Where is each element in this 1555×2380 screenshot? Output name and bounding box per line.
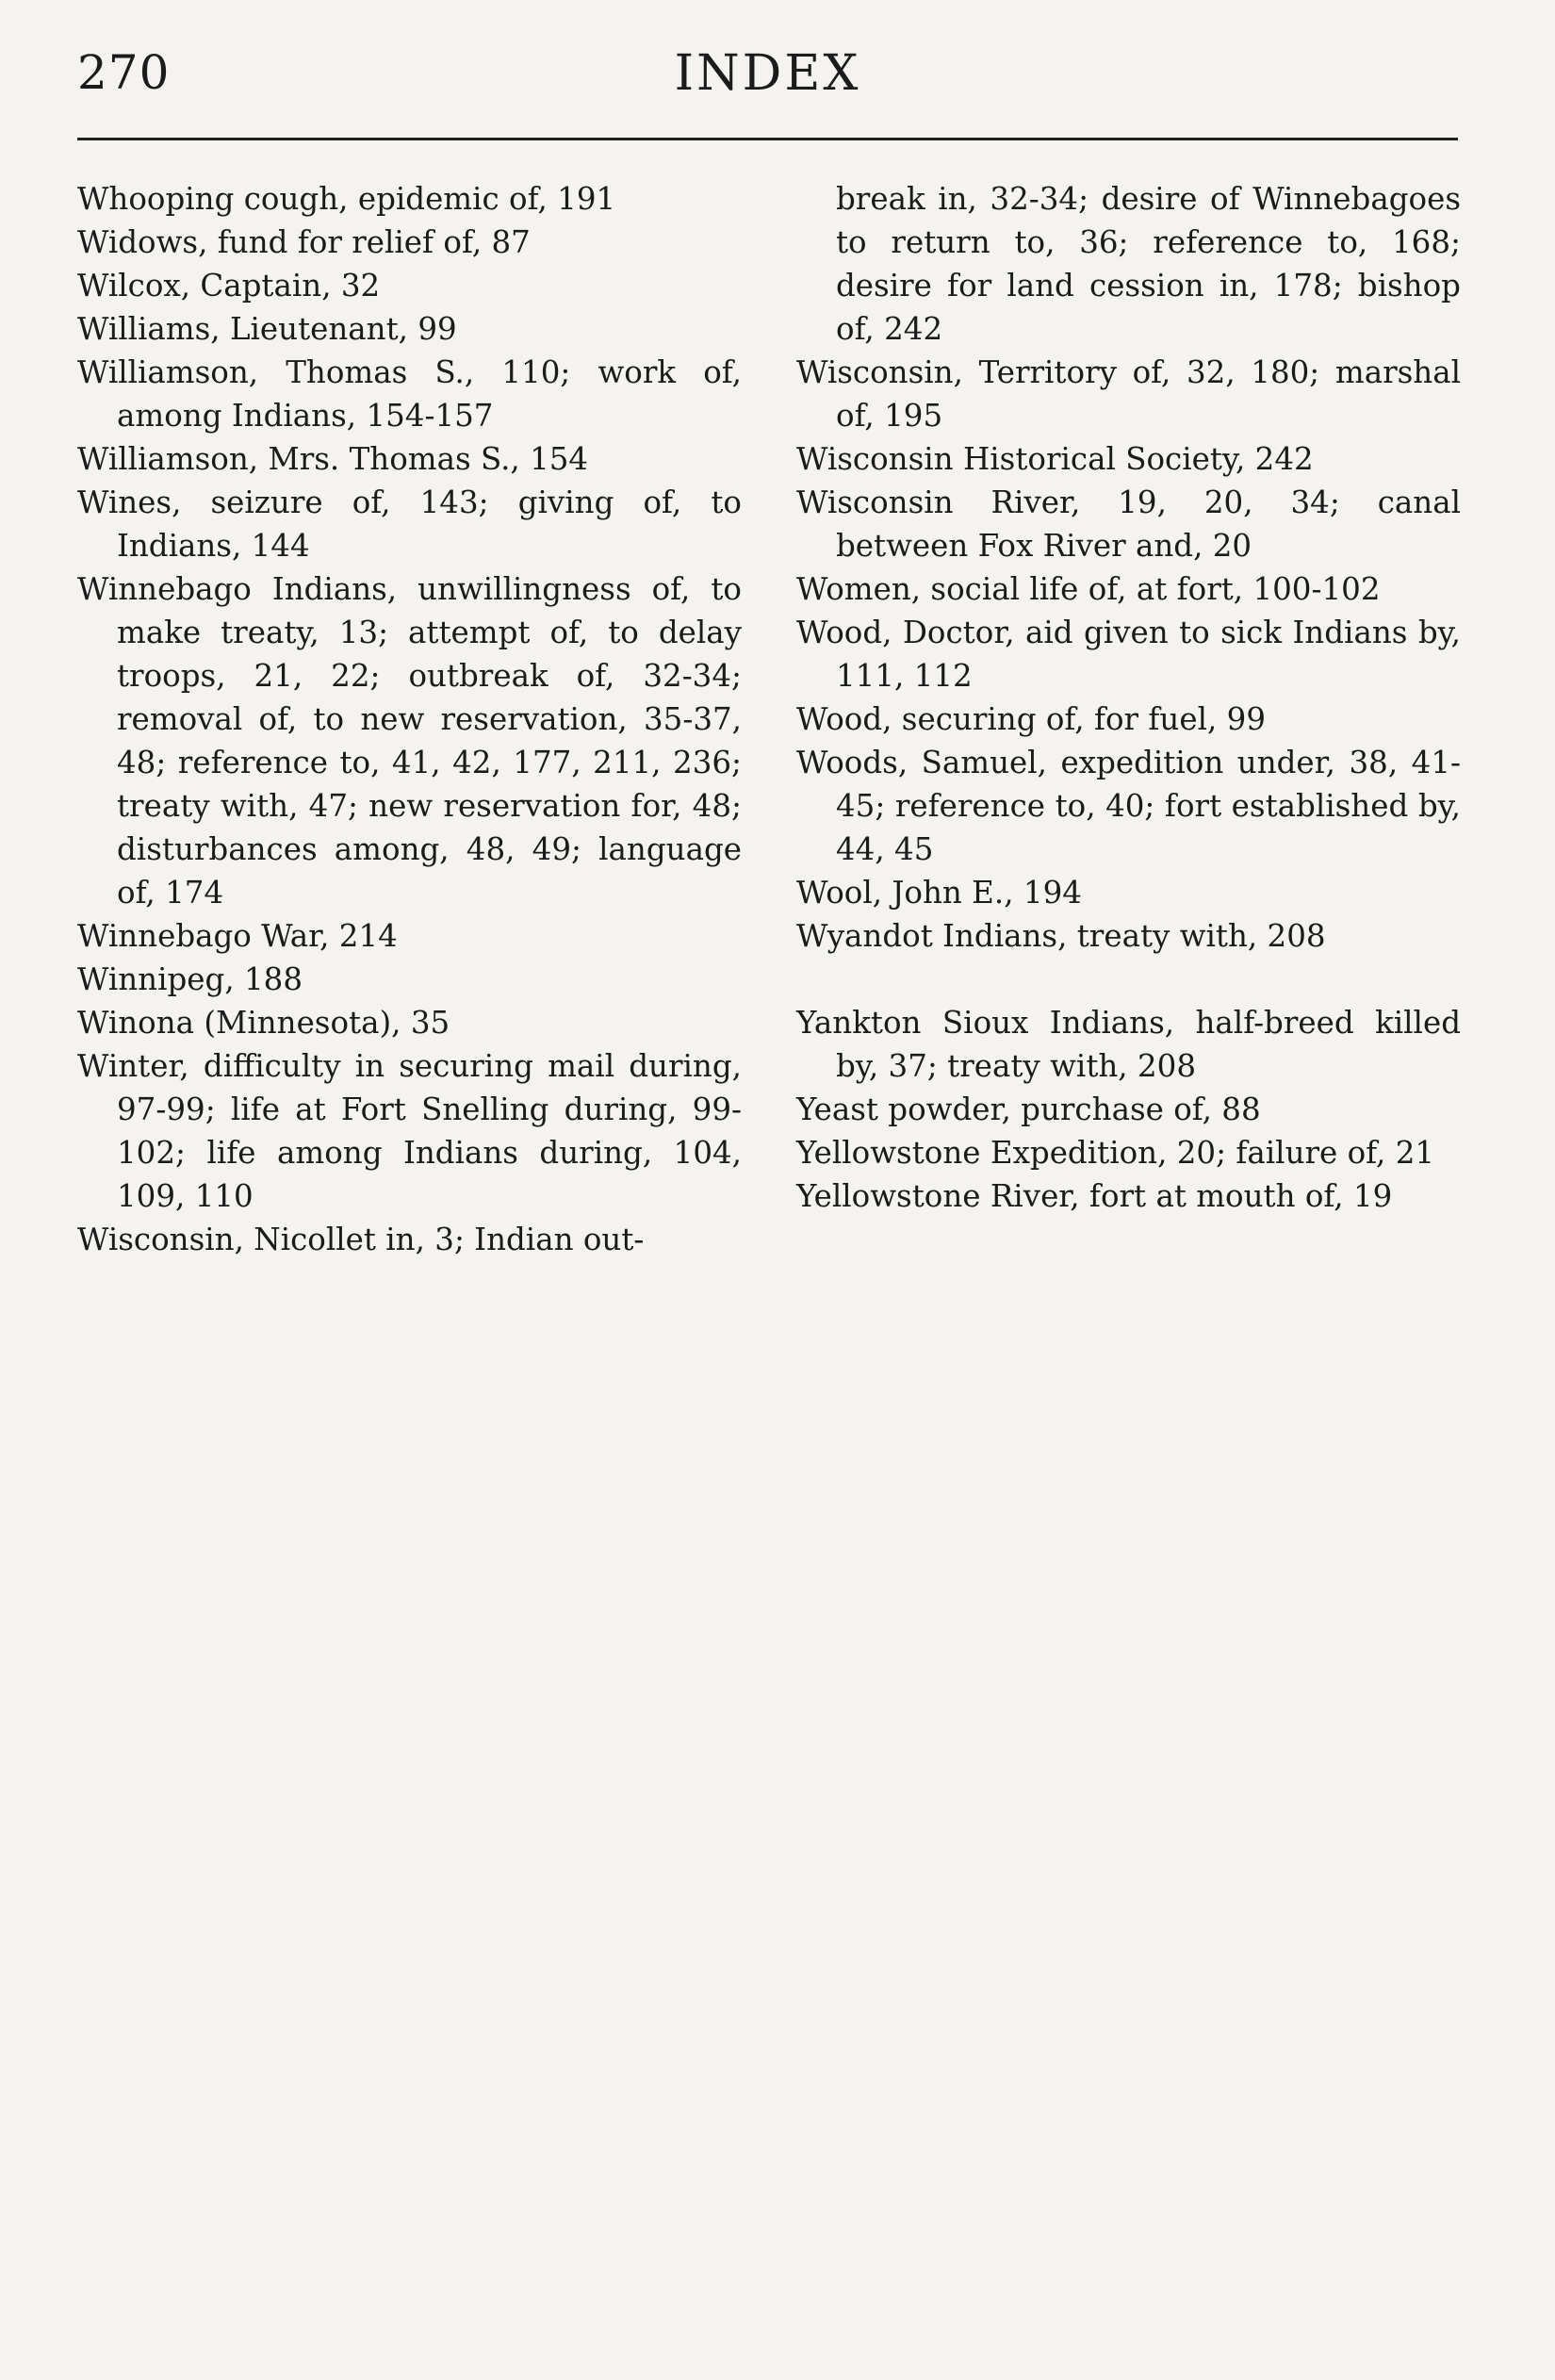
header-rule	[77, 138, 1458, 140]
index-entry: Woods, Samuel, expedition under, 38, 41-45; reference to, 40; fort established by, 44, 45	[796, 745, 1461, 867]
index-entry: Wyandot Indians, treaty with, 208	[796, 918, 1326, 954]
index-column-right	[796, 177, 1461, 1218]
index-column-left	[77, 177, 742, 1261]
index-entry: Wisconsin Historical Society, 242	[796, 441, 1314, 477]
index-entry: Wisconsin, Nicollet in, 3; Indian out-	[77, 1222, 645, 1257]
index-entry: Winter, difficulty in securing mail during, 97-99; life at Fort Snelling during, 99-102; life among Indians during, 104, 109, 110	[77, 1048, 742, 1214]
index-entry: Winnebago War, 214	[77, 918, 398, 954]
index-entry: Yeast powder, purchase of, 88	[796, 1092, 1261, 1127]
index-entry: Wines, seizure of, 143; giving of, to Indians, 144	[77, 484, 742, 564]
index-entry: Whooping cough, epidemic of, 191	[77, 181, 616, 217]
index-entry: Winona (Minnesota), 35	[77, 1005, 450, 1041]
index-entry: Winnebago Indians, unwillingness of, to make treaty, 13; attempt of, to delay troops, 21, 22; outbreak of, 32-34; removal of, to new reservation, 35-37, 48; reference to, 41, 42, 177, 211, 236; treaty with, 47; new reservation for, 48; disturbances among, 48, 49; language of, 174	[77, 571, 742, 911]
page-number: 270	[77, 45, 171, 100]
index-entry: Wood, Doctor, aid given to sick Indians by, 111, 112	[796, 615, 1461, 694]
index-entry: Williamson, Thomas S., 110; work of, among Indians, 154-157	[77, 354, 742, 434]
index-entry: Wool, John E., 194	[796, 875, 1082, 911]
index-entry: Yellowstone Expedition, 20; failure of, 21	[796, 1135, 1435, 1171]
index-entry: Winnipeg, 188	[77, 961, 303, 997]
running-head	[77, 45, 1458, 111]
index-entry: Yellowstone River, fort at mouth of, 19	[796, 1178, 1393, 1214]
index-entry: Wilcox, Captain, 32	[77, 268, 381, 304]
page-title: INDEX	[674, 45, 861, 102]
index-entry: Yankton Sioux Indians, half-breed killed by, 37; treaty with, 208	[796, 1005, 1461, 1084]
index-entry: Widows, fund for relief of, 87	[77, 224, 531, 260]
index-entry-continuation: break in, 32-34; desire of Winnebagoes to return to, 36; reference to, 168; desire for land cession in, 178; bishop of, 242	[836, 181, 1461, 347]
index-entry: Williamson, Mrs. Thomas S., 154	[77, 441, 589, 477]
index-entry: Wood, securing of, for fuel, 99	[796, 701, 1267, 737]
index-entry: Women, social life of, at fort, 100-102	[796, 571, 1381, 607]
index-entry: Wisconsin River, 19, 20, 34; canal between Fox River and, 20	[796, 484, 1461, 564]
index-entry: Williams, Lieutenant, 99	[77, 311, 457, 347]
index-entry: Wisconsin, Territory of, 32, 180; marshal of, 195	[796, 354, 1461, 434]
